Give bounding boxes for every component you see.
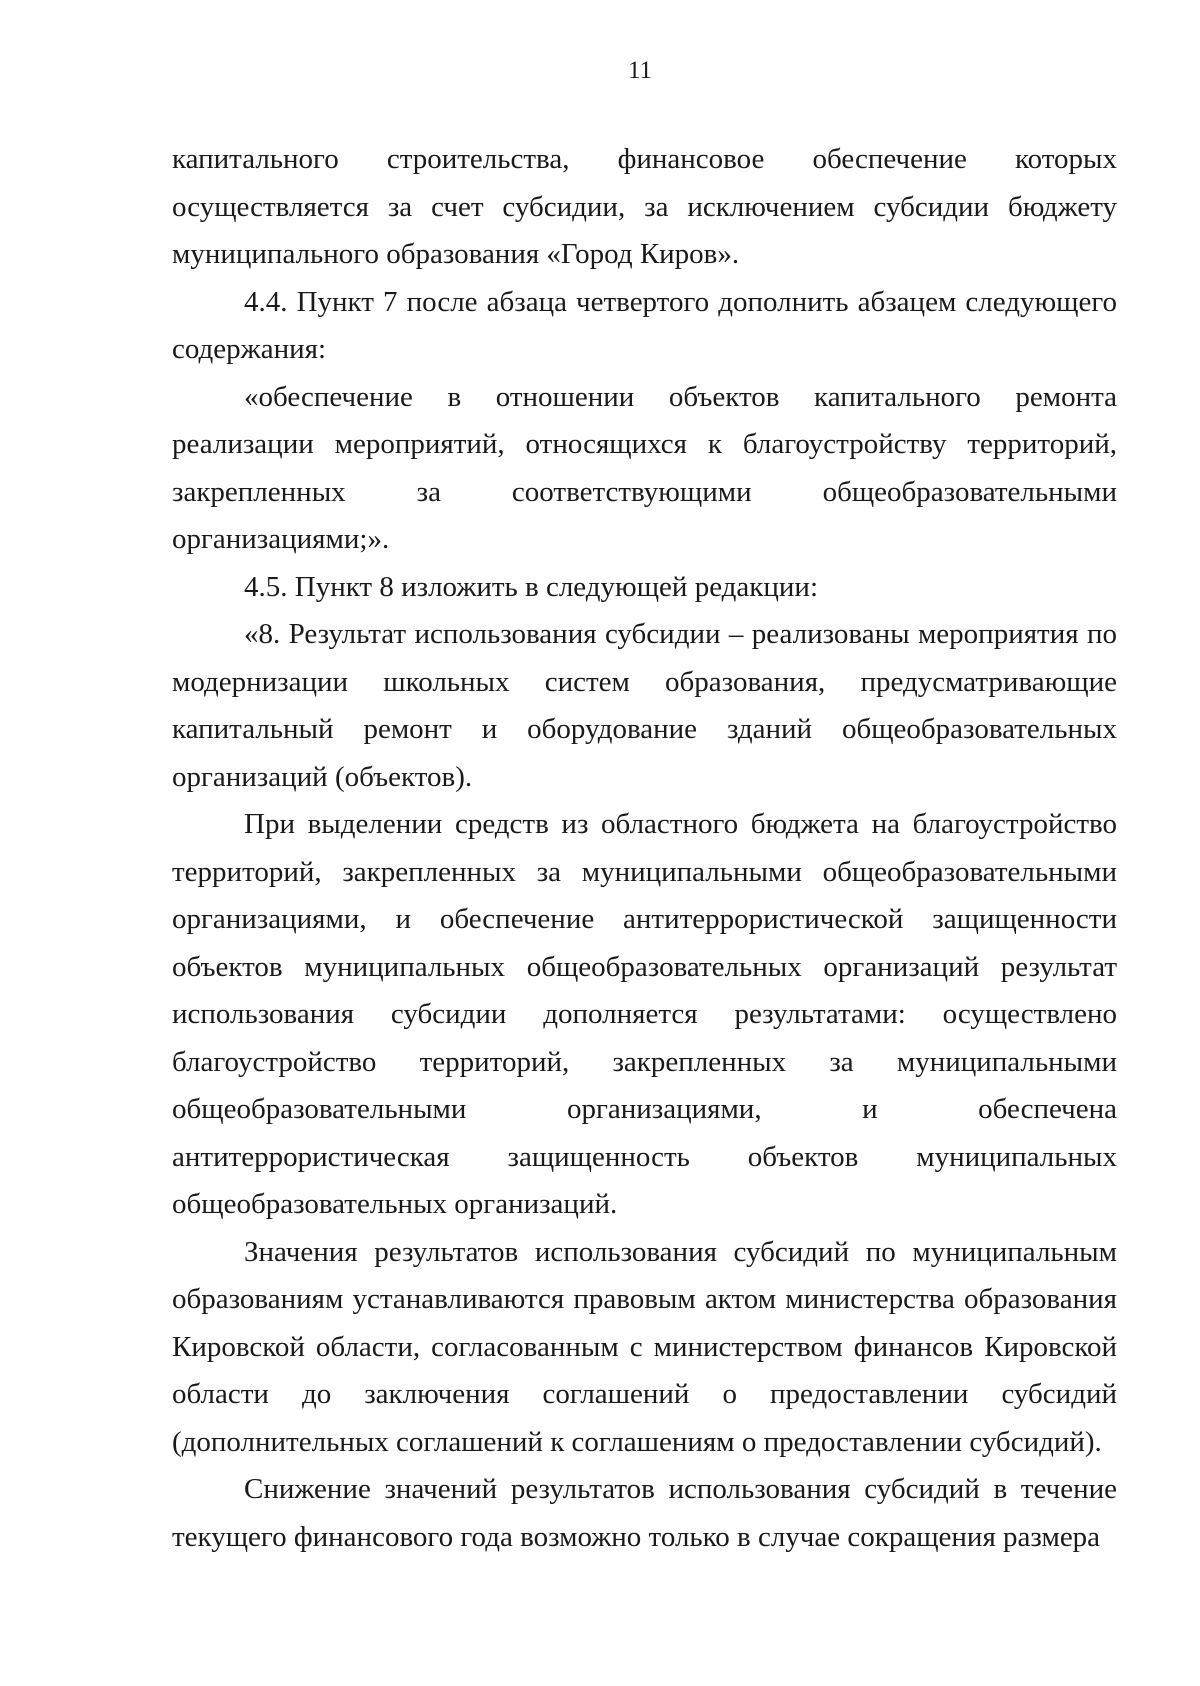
paragraph: «8. Результат использования субсидии – реализованы мероприятия по модернизации школьных систем образования, предусматривающие капитальный ремонт и оборудование зданий общеобразовательных организаций (объектов).	[172, 618, 1117, 793]
paragraph: При выделении средств из областного бюджета на благоустройство территорий, закрепленных за муниципальными общеобразовательными организациями, и обеспечение антитеррористической защищенности объектов муниципальных общеобразовательных организаций результат использования субсидии дополняется результатами: осуществлено благоустройство территорий, закрепленных за муниципальными общеобразовательными организациями, и обеспечена антитеррористическая защищенность объектов муниципальных общеобразовательных организаций.	[172, 808, 1117, 1220]
paragraph: 4.5. Пункт 8 изложить в следующей редакции:	[244, 570, 819, 603]
paragraph: Снижение значений результатов использования субсидий в течение текущего финансового года возможно только в случае сокращения размера	[172, 1473, 1117, 1553]
page-number: 11	[627, 57, 653, 84]
paragraph: капитального строительства, финансовое обеспечение которых осуществляется за счет субсидии, за исключением субсидии бюджету муниципального образования «Город Киров».	[172, 143, 1117, 270]
paragraph: 4.4. Пункт 7 после абзаца четвертого дополнить абзацем следующего содержания:	[172, 285, 1117, 365]
document-body	[172, 136, 1117, 1561]
paragraph: «обеспечение в отношении объектов капитального ремонта реализации мероприятий, относящихся к благоустройству территорий, закрепленных за соответствующими общеобразовательными организациями;».	[172, 380, 1117, 555]
paragraph: Значения результатов использования субсидий по муниципальным образованиям устанавливаются правовым актом министерства образования Кировской области, согласованным с министерством финансов Кировской области до заключения соглашений о предоставлении субсидий (дополнительных соглашений к соглашениям о предоставлении субсидий).	[172, 1235, 1117, 1458]
